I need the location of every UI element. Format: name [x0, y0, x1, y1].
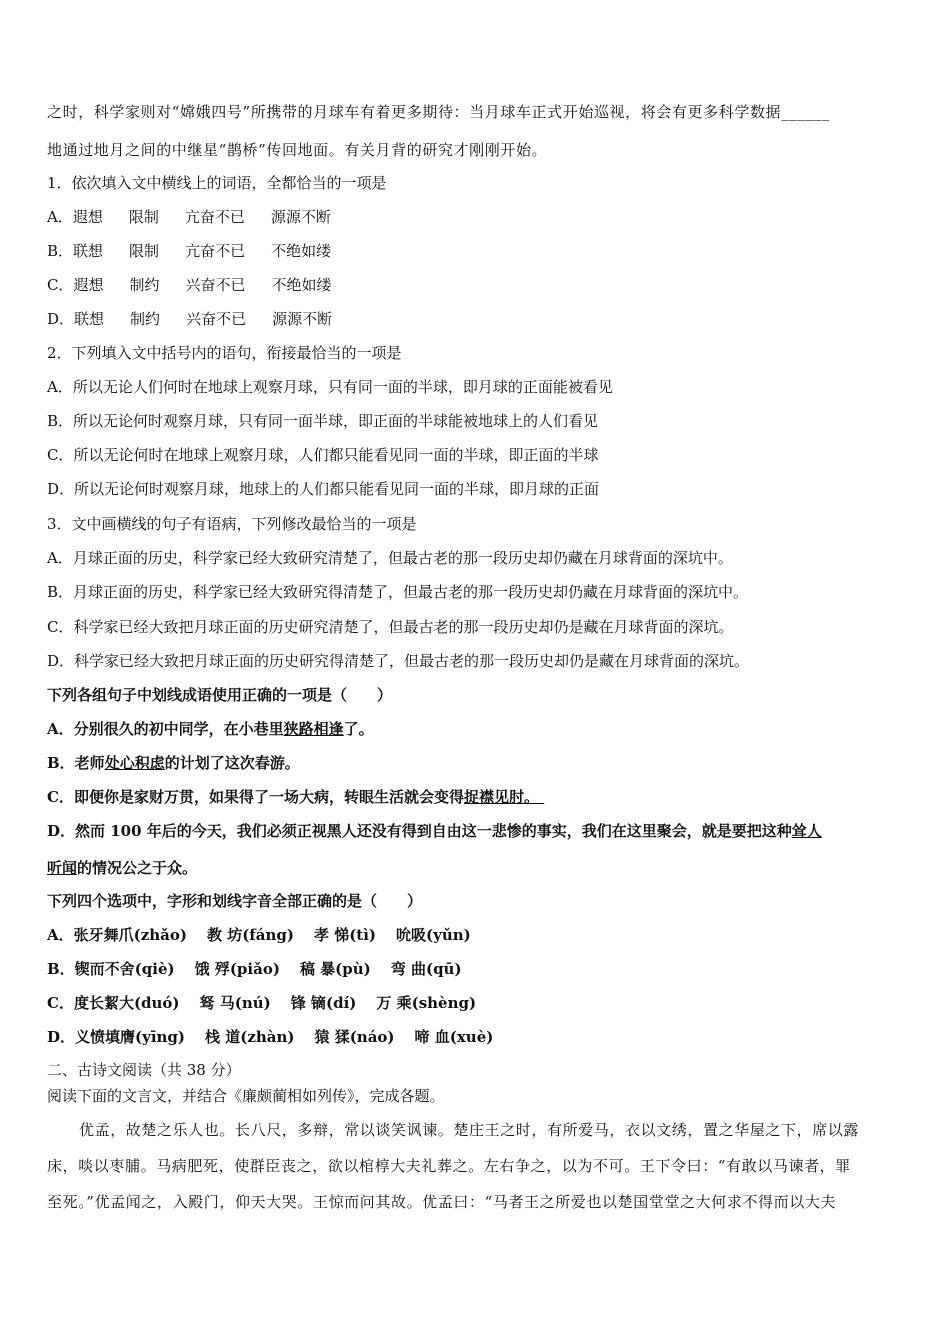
fill-blank: ______: [781, 103, 830, 121]
underlined-idiom: 狭路相逢: [283, 720, 344, 738]
question-4-option-d-line-2: 听闻的情况公之于众。: [47, 859, 198, 877]
question-5-stem: 下列四个选项中，字形和划线字音全部正确的是（ ）: [47, 892, 423, 910]
question-1-option-d: D．联想 制约 兴奋不已 源源不断: [47, 310, 333, 328]
question-2-option-d: D．所以无论何时观察月球，地球上的人们都只能看见同一面的半球，即月球的正面: [47, 480, 600, 498]
classical-text-line-1: 优孟，故楚之乐人也。长八尺，多辩，常以谈笑讽谏。楚庄王之时，有所爱马，衣以文绣，置之华屋之下，席以露: [79, 1121, 860, 1139]
question-1-option-c: C．遐想 制约 兴奋不已 不绝如缕: [47, 276, 332, 294]
question-5-option-a: A．张牙舞爪(zhǎo) 教 坊(fáng) 孝 悌(tì) 吮吸(yǔn): [47, 926, 471, 944]
passage-text: 之时，科学家则对“嫦娥四号”所携带的月球车有着更多期待：当月球车正式开始巡视，将会有更多科学数据: [47, 103, 782, 121]
passage-line-2: 地通过地月之间的中继星“鹊桥”传回地面。有关月背的研究才刚刚开始。: [47, 141, 548, 159]
question-5-option-b: B．锲而不舍(qiè) 饿 殍(piǎo) 稿 暴(pù) 弯 曲(qū): [47, 960, 462, 978]
section-2-title: 二、古诗文阅读（共 38 分）: [47, 1061, 241, 1079]
underlined-idiom: 捉襟见肘。: [463, 788, 539, 806]
question-4-option-d-line-1: D．然而 100 年后的今天，我们必须正视黑人还没有得到自由这一悲惨的事实，我们在这里聚会，就是要把这种耸人: [47, 822, 822, 840]
underlined-idiom: 处心积虑: [104, 754, 165, 772]
question-3-option-d: D．科学家已经大致把月球正面的历史研究得清楚了，但最古老的那一段历史却仍是藏在月球背面的深坑。: [47, 652, 750, 670]
underlined-idiom: 耸人: [791, 822, 822, 840]
question-5-option-d: D．义愤填膺(yīng) 栈 道(zhàn) 猿 猱(náo) 啼 血(xuè): [47, 1028, 494, 1046]
question-3-option-c: C．科学家已经大致把月球正面的历史研究清楚了，但最古老的那一段历史却仍是藏在月球背面的深坑。: [47, 618, 734, 636]
question-3-stem: 3．文中画横线的句子有语病，下列修改最恰当的一项是: [47, 515, 417, 533]
question-4-stem: 下列各组句子中划线成语使用正确的一项是（ ）: [47, 686, 393, 704]
question-2-stem: 2．下列填入文中括号内的语句，衔接最恰当的一项是: [47, 344, 402, 362]
underlined-idiom: 听闻: [47, 859, 78, 877]
question-1-option-b: B．联想 限制 亢奋不已 不绝如缕: [47, 242, 332, 260]
question-3-option-a: A．月球正面的历史，科学家已经大致研究清楚了，但最古老的那一段历史却仍藏在月球背面的深坑中。: [47, 549, 733, 567]
classical-text-line-3: 至死。”优孟闻之，入殿门，仰天大哭。王惊而问其故。优孟曰：“马者王之所爱也以楚国堂堂之大何求不得而以大夫: [47, 1193, 837, 1211]
question-4-option-b: B．老师处心积虑的计划了这次春游。: [47, 754, 300, 772]
question-5-option-c: C．度长絜大(duó) 驽 马(nú) 锋 镝(dí) 万 乘(shèng): [47, 994, 477, 1012]
question-1-stem: 1．依次填入文中横线上的词语，全都恰当的一项是: [47, 174, 387, 192]
classical-text-line-2: 床，啖以枣脯。马病肥死，使群臣丧之，欲以棺椁大夫礼葬之。左右争之，以为不可。王下令曰：“有敢以马谏者，罪: [47, 1157, 851, 1175]
section-2-intro: 阅读下面的文言文，并结合《廉颇蔺相如列传》，完成各题。: [47, 1087, 445, 1105]
question-3-option-b: B．月球正面的历史，科学家已经大致研究得清楚了，但最古老的那一段历史却仍藏在月球背面的深坑中。: [47, 583, 749, 601]
passage-line-1: [47, 102, 830, 122]
question-4-option-a: A．分别很久的初中同学，在小巷里狭路相逢了。: [47, 720, 374, 738]
question-2-option-a: A．所以无论人们何时在地球上观察月球，只有同一面的半球，即月球的正面能被看见: [47, 378, 613, 396]
question-2-option-c: C．所以无论何时在地球上观察月球，人们都只能看见同一面的半球，即正面的半球: [47, 446, 599, 464]
question-2-option-b: B．所以无论何时观察月球，只有同一面半球，即正面的半球能被地球上的人们看见: [47, 412, 599, 430]
question-1-option-a: A．遐想 限制 亢奋不已 源源不断: [47, 208, 331, 226]
question-4-option-c: C．即便你是家财万贯，如果得了一场大病，转眼生活就会变得捉襟见肘。: [47, 788, 539, 806]
